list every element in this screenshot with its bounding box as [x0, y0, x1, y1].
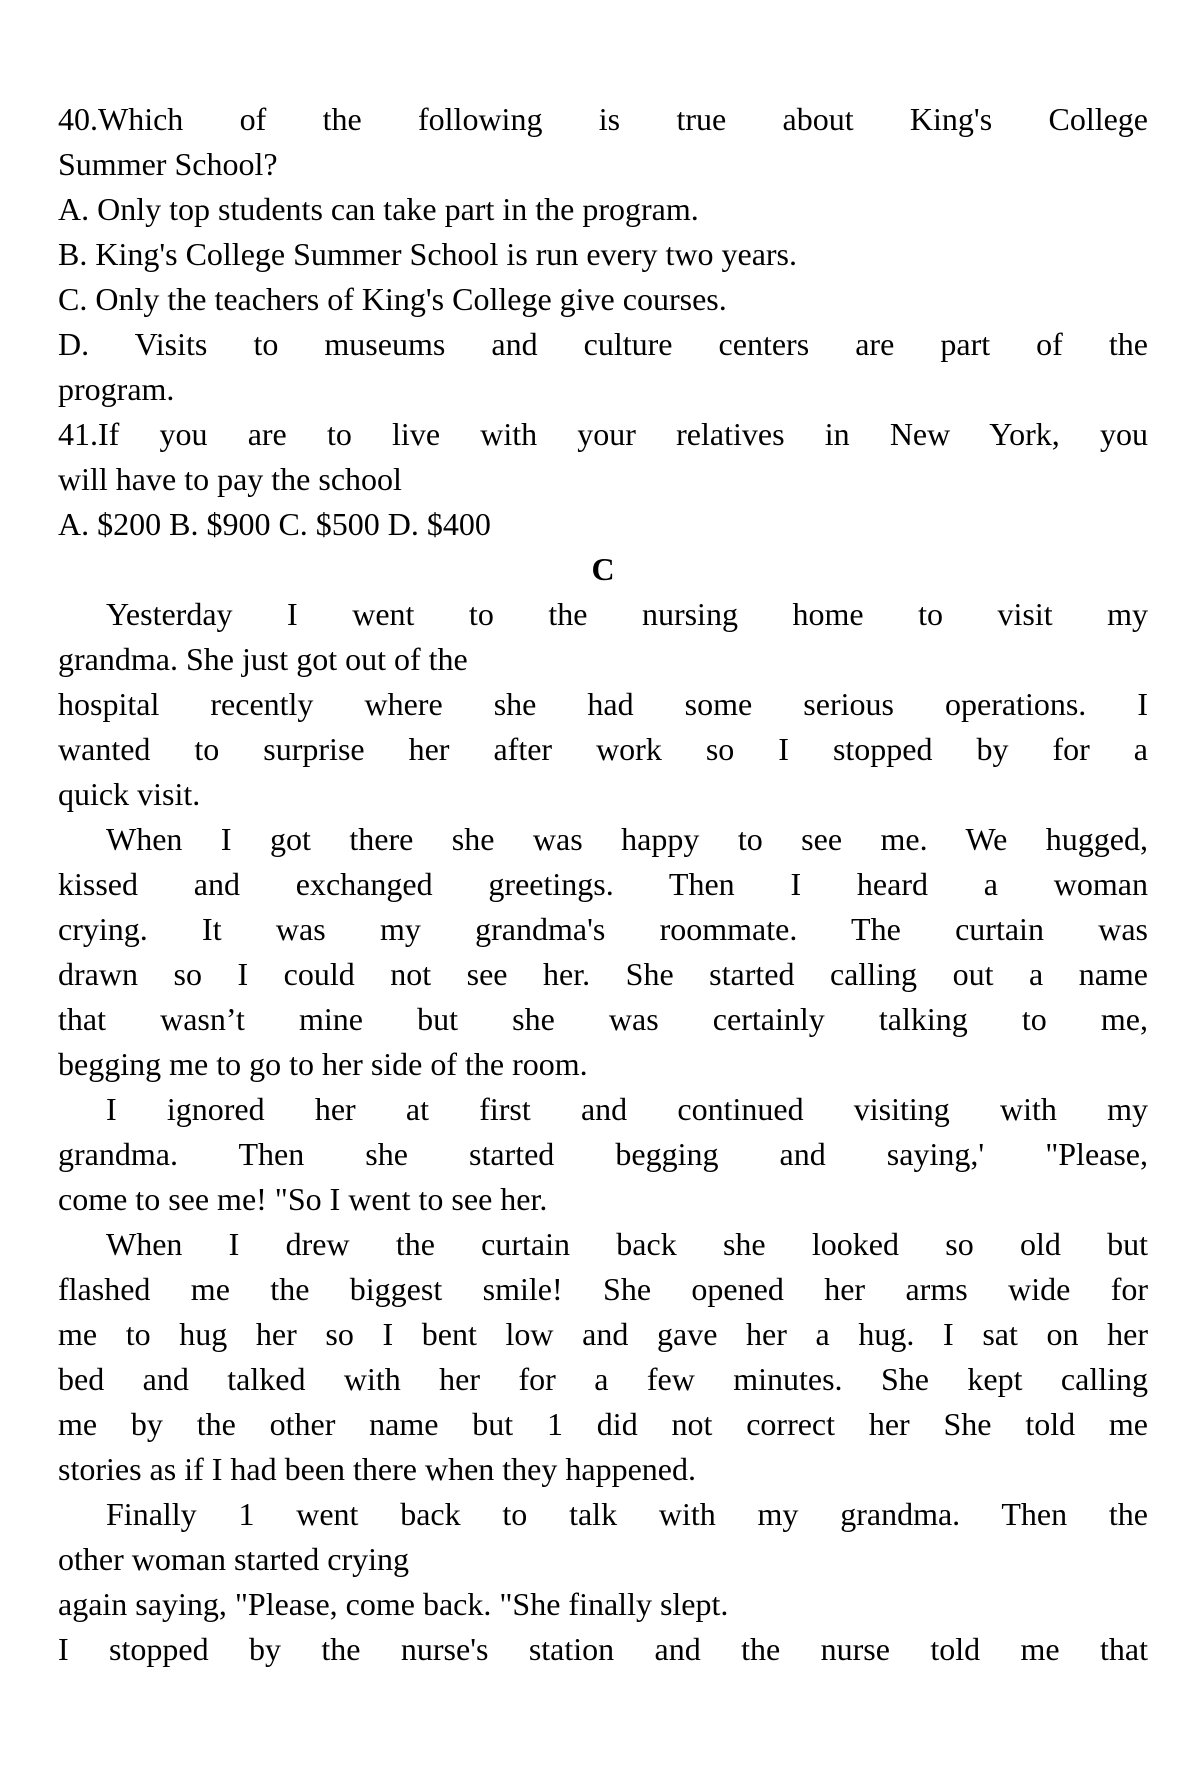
text-line: that wasn’t mine but she was certainly talking to me, — [58, 1001, 1148, 1037]
text-line: flashed me the biggest smile! She opened her arms wide for — [58, 1271, 1148, 1307]
text-line: will have to pay the school — [58, 461, 402, 497]
text-line: I ignored her at first and continued visiting with my — [106, 1091, 1148, 1127]
text-line: 40.Which of the following is true about King's College — [58, 101, 1148, 137]
text-line: kissed and exchanged greetings. Then I heard a woman — [58, 866, 1148, 902]
text-line: When I drew the curtain back she looked so old but — [106, 1226, 1148, 1262]
text-line: quick visit. — [58, 776, 201, 812]
text-line: drawn so I could not see her. She started calling out a name — [58, 956, 1148, 992]
text-line: begging me to go to her side of the room. — [58, 1046, 588, 1082]
text-line: I stopped by the nurse's station and the nurse told me that — [58, 1631, 1148, 1667]
text-line: stories as if I had been there when they happened. — [58, 1451, 696, 1487]
text-line: crying. It was my grandma's roommate. The curtain was — [58, 911, 1148, 947]
text-line: me by the other name but 1 did not correct her She told me — [58, 1406, 1148, 1442]
text-line: When I got there she was happy to see me. We hugged, — [106, 821, 1148, 857]
text-line: me to hug her so I bent low and gave her a hug. I sat on her — [58, 1316, 1148, 1352]
text-line: B. King's College Summer School is run every two years. — [58, 236, 797, 272]
text-line: 41.If you are to live with your relatives in New York, you — [58, 416, 1148, 452]
text-line: A. Only top students can take part in the program. — [58, 191, 699, 227]
text-line: grandma. Then she started begging and saying,' "Please, — [58, 1136, 1148, 1172]
text-line: Finally 1 went back to talk with my grandma. Then the — [106, 1496, 1148, 1532]
text-line: again saying, "Please, come back. "She finally slept. — [58, 1586, 729, 1622]
text-line: program. — [58, 371, 175, 407]
text-line: D. Visits to museums and culture centers are part of the — [58, 326, 1148, 362]
text-line: bed and talked with her for a few minutes. She kept calling — [58, 1361, 1148, 1397]
text-line: come to see me! "So I went to see her. — [58, 1181, 548, 1217]
text-line: Yesterday I went to the nursing home to visit my — [106, 596, 1148, 632]
text-line: Summer School? — [58, 146, 278, 182]
section-heading: C — [591, 551, 615, 587]
text-line: wanted to surprise her after work so I stopped by for a — [58, 731, 1148, 767]
passage-text-column — [58, 97, 1148, 1672]
text-line: grandma. She just got out of the — [58, 641, 468, 677]
text-line: hospital recently where she had some serious operations. I — [58, 686, 1148, 722]
text-line: A. $200 B. $900 C. $500 D. $400 — [58, 506, 491, 542]
text-line: C. Only the teachers of King's College give courses. — [58, 281, 727, 317]
text-line: other woman started crying — [58, 1541, 409, 1577]
